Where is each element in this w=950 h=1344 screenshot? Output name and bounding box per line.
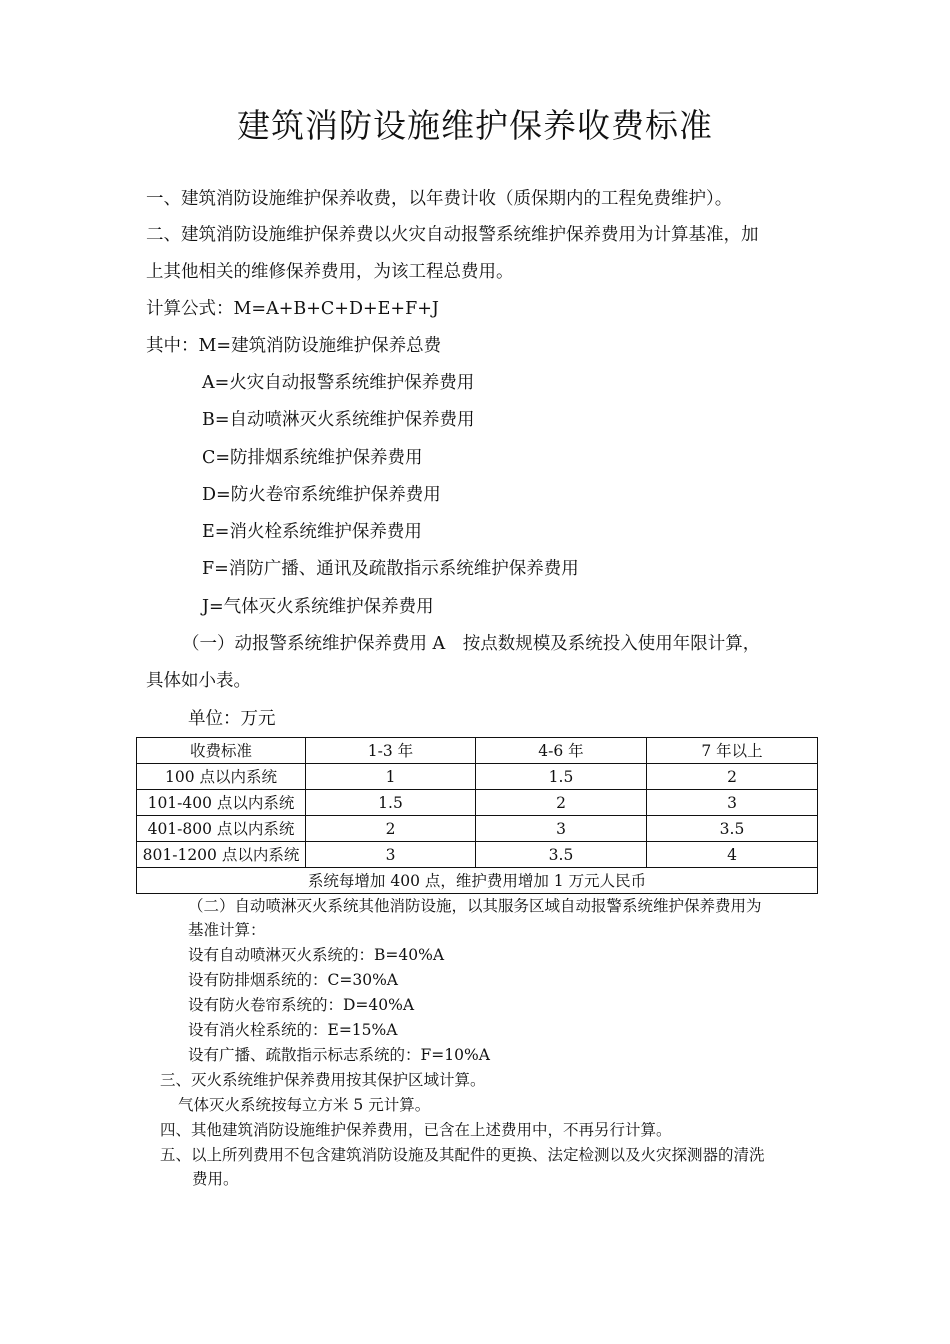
table-cell: 3.5	[476, 842, 647, 868]
table-footer-cell: 系统每增加 400 点，维护费用增加 1 万元人民币	[137, 868, 818, 894]
table-footer-row	[137, 868, 818, 894]
table-cell: 2	[476, 790, 647, 816]
section-2-item: 设有防火卷帘系统的：D=40%A	[188, 996, 415, 1014]
table-cell: 1	[306, 764, 476, 790]
section-3-line-2: 气体灭火系统按每立方米 5 元计算。	[178, 1096, 431, 1114]
table-cell: 1.5	[476, 764, 647, 790]
section-4: 四、其他建筑消防设施维护保养费用，已含在上述费用中，不再另行计算。	[160, 1121, 672, 1139]
table-cell: 3.5	[647, 816, 818, 842]
section-3-line-1: 三、灭火系统维护保养费用按其保护区域计算。	[160, 1071, 486, 1089]
table-cell: 801-1200 点以内系统	[137, 842, 306, 868]
table-cell: 2	[306, 816, 476, 842]
section-2-line-2: 基准计算：	[188, 921, 266, 939]
table-cell: 4	[647, 842, 818, 868]
table-header-cell: 收费标准	[137, 738, 306, 764]
table-cell: 101-400 点以内系统	[137, 790, 306, 816]
unit-label: 单位：万元	[188, 709, 276, 729]
document-title: 建筑消防设施维护保养收费标准	[237, 106, 713, 145]
section-2-item: 设有自动喷淋灭火系统的：B=40%A	[188, 946, 445, 964]
formula-line: 计算公式：M=A+B+C+D+E+F+J	[146, 299, 439, 319]
table-cell: 3	[306, 842, 476, 868]
section-2-item: 设有消火栓系统的：E=15%A	[188, 1021, 398, 1039]
def-c: C=防排烟系统维护保养费用	[202, 448, 423, 468]
table-row	[137, 790, 818, 816]
def-f: F=消防广播、通讯及疏散指示系统维护保养费用	[202, 559, 579, 579]
paragraph-2-line-2: 上其他相关的维修保养费用，为该工程总费用。	[146, 262, 514, 282]
def-e: E=消火栓系统维护保养费用	[202, 522, 422, 542]
section-2-line-1: （二）自动喷淋灭火系统其他消防设施，以其服务区域自动报警系统维护保养费用为	[188, 897, 762, 915]
section-5-line-2: 费用。	[192, 1170, 239, 1188]
section-1-line-2: 具体如小表。	[146, 671, 251, 691]
table-row	[137, 764, 818, 790]
section-1-line-1: （一）动报警系统维护保养费用 A 按点数规模及系统投入使用年限计算，	[182, 634, 761, 654]
def-j: J=气体灭火系统维护保养费用	[202, 597, 434, 617]
section-5-line-1: 五、以上所列费用不包含建筑消防设施及其配件的更换、法定检测以及火灾探测器的清洗	[160, 1146, 765, 1164]
fee-table	[136, 737, 818, 894]
table-header-cell: 1-3 年	[306, 738, 476, 764]
table-cell: 2	[647, 764, 818, 790]
table-header-cell: 4-6 年	[476, 738, 647, 764]
table-cell: 3	[476, 816, 647, 842]
def-b: B=自动喷淋灭火系统维护保养费用	[202, 410, 475, 430]
table-cell: 401-800 点以内系统	[137, 816, 306, 842]
table-cell: 3	[647, 790, 818, 816]
def-a: A=火灾自动报警系统维护保养费用	[202, 373, 475, 393]
table-cell: 100 点以内系统	[137, 764, 306, 790]
paragraph-1: 一、建筑消防设施维护保养收费，以年费计收（质保期内的工程免费维护）。	[146, 189, 733, 209]
def-d: D=防火卷帘系统维护保养费用	[202, 485, 441, 505]
table-header-row	[137, 738, 818, 764]
section-2-item: 设有防排烟系统的：C=30%A	[188, 971, 398, 989]
where-line: 其中：M=建筑消防设施维护保养总费	[146, 336, 442, 356]
paragraph-2-line-1: 二、建筑消防设施维护保养费以火灾自动报警系统维护保养费用为计算基准，加	[146, 225, 759, 245]
table-row	[137, 842, 818, 868]
section-2-item: 设有广播、疏散指示标志系统的：F=10%A	[188, 1046, 490, 1064]
table-cell: 1.5	[306, 790, 476, 816]
table-row	[137, 816, 818, 842]
table-header-cell: 7 年以上	[647, 738, 818, 764]
